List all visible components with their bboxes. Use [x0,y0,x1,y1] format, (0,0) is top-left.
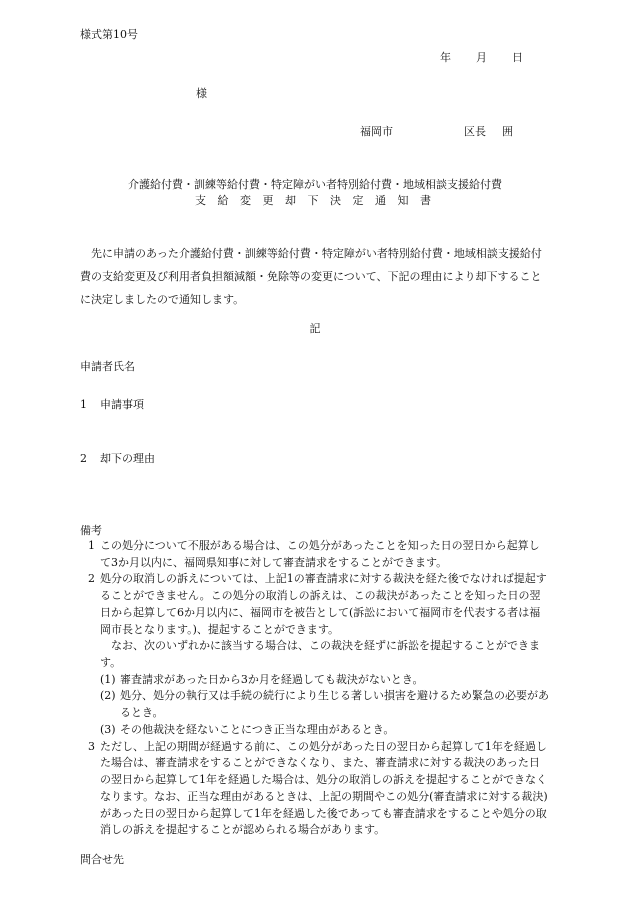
date-day-label: 日 [512,51,523,64]
rejection-reason-field [80,451,155,467]
issuer-city: 福岡市 [360,125,393,138]
issuer-seal: 囲 [502,125,513,138]
note-number: 1 [88,539,95,552]
note-subitem [80,722,550,739]
application-item-field [80,397,144,413]
item2-number: 2 [80,452,87,465]
ki-heading: 記 [309,322,321,335]
note-number: 3 [88,739,95,753]
note-text: ただし、上記の期間が経過する前に、この処分があった日の翌日から起算して1年を経過した場合は、審査請求をすることができなくなり、また、審査請求に対する裁決のあった日の翌日から起算して1年を経過した場合は、処分の取消しの訴えを提起することができなくなります。なお、正当な理由があるときは、上記の期間やこの処分(審査請求に対する裁決)があった日の翌日から起算して1年を経過した後であっても審査請求をすることや処分の取消しの訴えを提起することが認められる場合があります。 [100,739,548,837]
document-title-line2: 支 給 変 更 却 下 決 定 通 知 書 [195,194,435,207]
note-item [80,739,550,839]
subitem-text: その他裁決を経ないことにつき正当な理由があるとき。 [120,722,395,736]
notes-list [80,538,550,839]
date-month-label: 月 [476,51,487,64]
date-year-label: 年 [440,51,451,64]
form-number: 様式第10号 [80,28,138,41]
subitem-number: (2) [100,689,116,703]
contact-label: 問合せ先 [80,853,124,866]
note-number: 2 [88,572,95,586]
note-text: この処分について不服がある場合は、この処分があったことを知った日の翌日から起算して3か月以内に、福岡県知事に対して審査請求をすることができます。 [100,539,540,569]
item2-label: 却下の理由 [100,452,155,465]
subitem-text: 審査請求があった日から3か月を経過しても裁決がないとき。 [120,672,424,686]
applicant-name-label: 申請者氏名 [80,360,135,373]
notes-heading: 備考 [80,524,102,537]
note-subitem [80,688,550,721]
note-subparagraph: なお、次のいずれかに該当する場合は、この裁決を経ずに訴訟を提起することができます。 [100,639,540,670]
document-title-line1: 介護給付費・訓練等給付費・特定障がい者特別給付費・地域相談支援給付費 [128,178,502,191]
issuer-block [360,124,513,140]
issuer-ward-head: 区長 [464,125,486,138]
item1-number: 1 [80,398,87,411]
notice-paragraph: 先に申請のあった介護給付費・訓練等給付費・特定障がい者特別給付費・地域相談支援給付費の支給変更及び利用者負担額減額・免除等の変更について、下記の理由により却下することに決定しましたので通知します。 [80,247,542,307]
date-line [440,50,523,66]
note-subitem [80,672,550,689]
note-item [80,571,550,638]
note-item [80,538,550,571]
subitem-number: (3) [100,722,116,736]
recipient-suffix: 様 [196,87,207,100]
note-text: 処分の取消しの訴えについては、上記1の審査請求に対する裁決を経た後でなければ提起することができません。この処分の取消しの訴えは、この裁決があったことを知った日の翌日から起算して6か月以内に、福岡市を被告として(訴訟において福岡市を代表する者は福岡市長となります。)、提起することができます。 [100,572,547,636]
item1-label: 申請事項 [100,398,144,411]
subitem-number: (1) [100,672,116,686]
subitem-text: 処分、処分の執行又は手続の続行により生じる著しい損害を避けるため緊急の必要があるとき。 [120,689,549,720]
